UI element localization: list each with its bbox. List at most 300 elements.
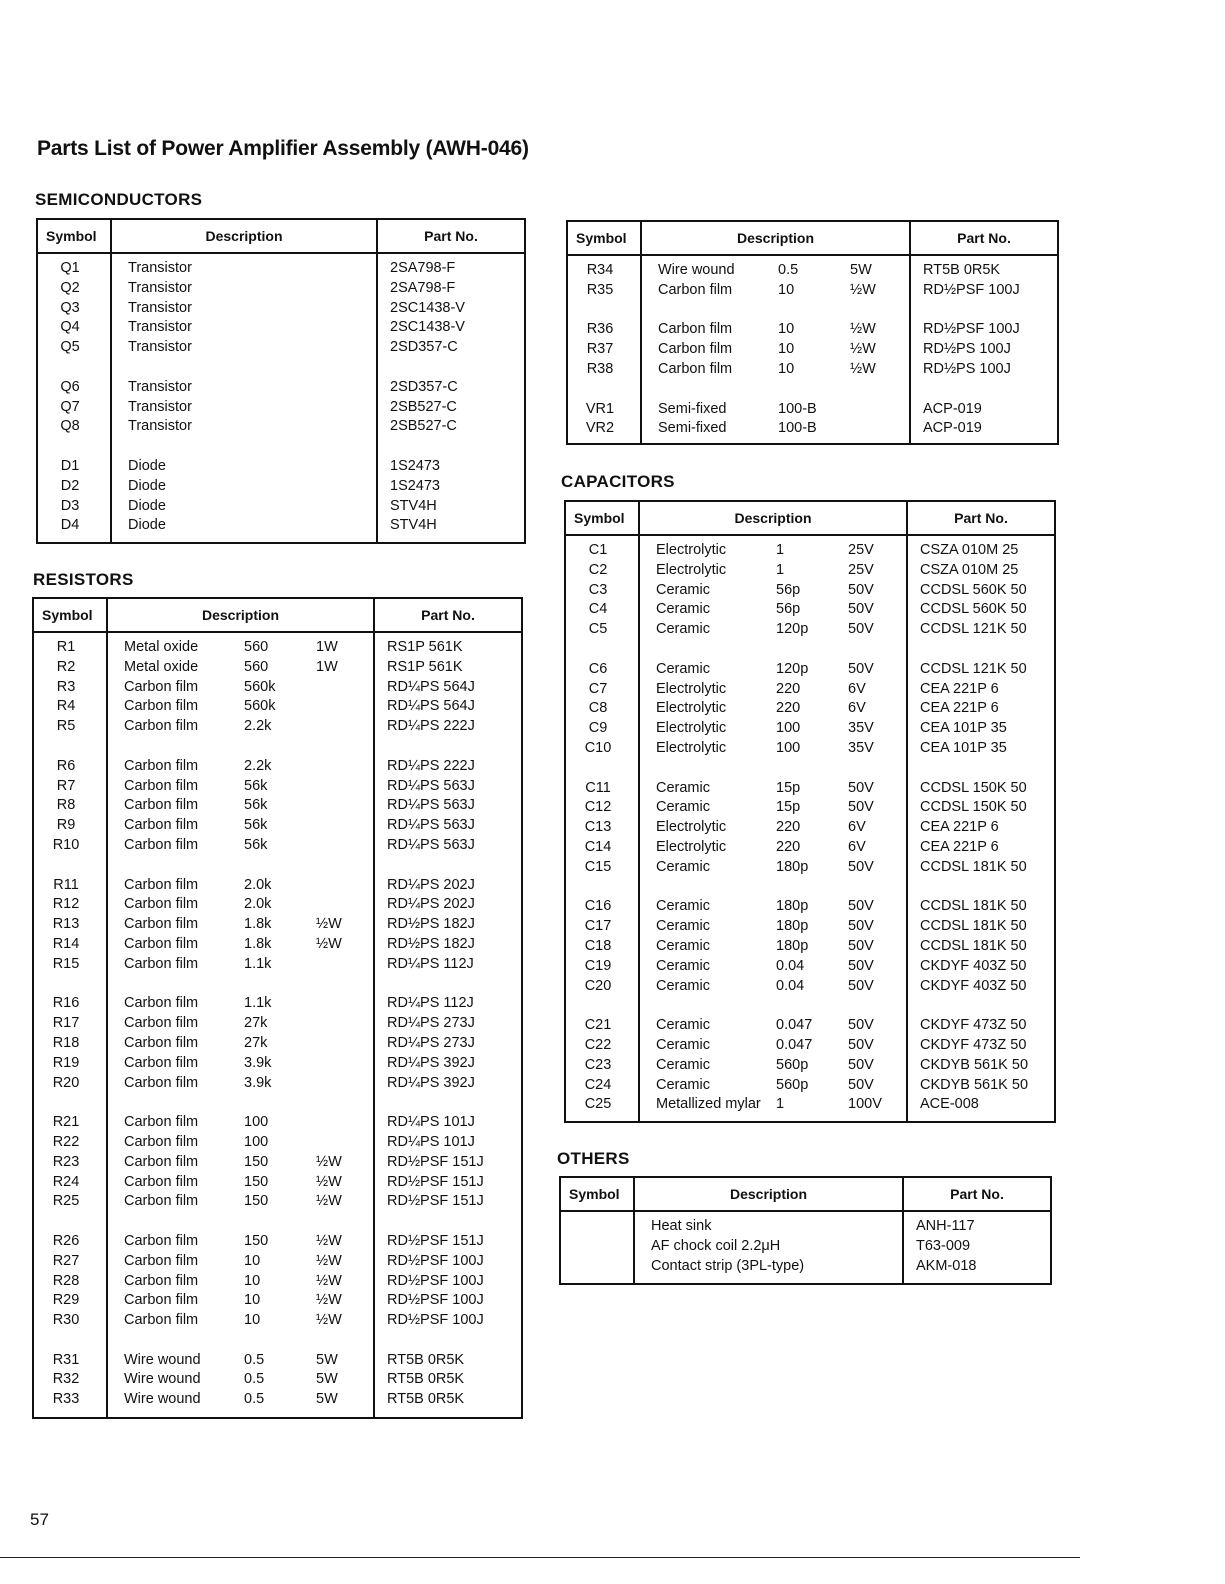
component-type: Carbon film bbox=[124, 797, 199, 814]
symbol-cell: R35 bbox=[586, 281, 614, 298]
description-cell bbox=[640, 858, 906, 878]
component-value: 1 bbox=[776, 561, 785, 578]
component-type: Metal oxide bbox=[124, 639, 199, 655]
component-value: 100 bbox=[776, 739, 801, 756]
component-value: 10 bbox=[778, 341, 795, 358]
symbol-cell: D3 bbox=[60, 497, 80, 514]
component-rating: 6V bbox=[848, 700, 866, 717]
component-rating: ½W bbox=[316, 1252, 342, 1269]
component-rating: ½W bbox=[850, 341, 876, 358]
description-cell bbox=[640, 1056, 906, 1076]
component-rating: 6V bbox=[848, 680, 866, 697]
component-rating: 50V bbox=[848, 1076, 874, 1093]
description-cell bbox=[108, 638, 373, 658]
component-value: 180p bbox=[776, 918, 809, 935]
component-type: Carbon film bbox=[124, 718, 199, 735]
part-number-cell: 2SB527-C bbox=[390, 418, 457, 435]
component-value: 10 bbox=[778, 360, 795, 377]
component-value: 100-B bbox=[778, 400, 817, 417]
component-value: 0.047 bbox=[776, 1017, 813, 1034]
description-cell bbox=[108, 796, 373, 816]
part-number-cell: 1S2473 bbox=[390, 457, 440, 474]
description-cell bbox=[108, 1074, 373, 1094]
component-type: Carbon film bbox=[658, 321, 733, 338]
page-title: Parts List of Power Amplifier Assembly (AWH-046) bbox=[37, 137, 529, 160]
part-number-cell: CKDYF 403Z 50 bbox=[920, 957, 1027, 974]
component-type: Carbon film bbox=[124, 817, 199, 834]
part-number-cell: RD¼PS 222J bbox=[387, 718, 475, 735]
part-number-cell: 2SD357-C bbox=[390, 339, 458, 356]
description-cell bbox=[108, 1370, 373, 1390]
page-number: 57 bbox=[30, 1510, 49, 1529]
symbol-cell: R25 bbox=[52, 1193, 80, 1210]
description-cell bbox=[640, 917, 906, 937]
symbol-cell: C17 bbox=[584, 918, 612, 935]
component-rating: ½W bbox=[316, 1292, 342, 1309]
symbol-cell: R38 bbox=[586, 360, 614, 377]
component-type: Semi-fixed bbox=[658, 420, 727, 437]
component-type: Wire wound bbox=[124, 1351, 201, 1368]
description-cell bbox=[642, 320, 909, 340]
symbol-cell: R1 bbox=[56, 639, 76, 655]
symbol-cell: Q5 bbox=[60, 339, 80, 356]
symbol-cell: C22 bbox=[584, 1036, 612, 1053]
description-cell bbox=[640, 600, 906, 620]
component-value: 150 bbox=[244, 1232, 269, 1249]
symbol-cell: C9 bbox=[588, 720, 608, 737]
component-value: 120p bbox=[776, 660, 809, 677]
component-rating: ½W bbox=[316, 1232, 342, 1249]
part-number-cell: 2SA798-F bbox=[390, 260, 456, 276]
component-value: 220 bbox=[776, 680, 801, 697]
component-value: 220 bbox=[776, 819, 801, 836]
component-rating: 35V bbox=[848, 739, 874, 756]
component-rating: ½W bbox=[316, 935, 342, 952]
part-no-header: Part No. bbox=[424, 228, 478, 244]
component-value: 10 bbox=[778, 281, 795, 298]
part-number-cell: RD¼PS 564J bbox=[387, 698, 475, 715]
symbol-cell: C4 bbox=[588, 601, 608, 618]
component-rating: ½W bbox=[850, 321, 876, 338]
description-cell bbox=[112, 497, 376, 517]
component-type: Ceramic bbox=[656, 799, 710, 816]
part-number-cell: CCDSL 181K 50 bbox=[920, 918, 1027, 935]
component-type: Carbon film bbox=[124, 1173, 199, 1190]
part-number-cell: RS1P 561K bbox=[387, 658, 463, 675]
description-cell bbox=[640, 838, 906, 858]
description-cell bbox=[108, 1311, 373, 1331]
symbol-cell: R29 bbox=[52, 1292, 80, 1309]
symbol-header: Symbol bbox=[38, 220, 112, 252]
component-type: Electrolytic bbox=[656, 561, 727, 578]
component-type: Transistor bbox=[128, 418, 192, 435]
symbol-cell: Q7 bbox=[60, 398, 80, 415]
symbol-cell: R20 bbox=[52, 1074, 80, 1091]
component-type: Electrolytic bbox=[656, 819, 727, 836]
description-cell bbox=[635, 1237, 902, 1257]
component-type: Ceramic bbox=[656, 779, 710, 796]
component-type: Transistor bbox=[128, 398, 192, 415]
table-header bbox=[561, 1178, 1050, 1212]
component-value: 1.1k bbox=[244, 995, 272, 1012]
symbol-cell: C8 bbox=[588, 700, 608, 717]
symbol-cell: R19 bbox=[52, 1054, 80, 1071]
description-cell bbox=[112, 398, 376, 418]
component-value: 560p bbox=[776, 1076, 809, 1093]
part-number-cell: RD¼PS 101J bbox=[387, 1133, 475, 1150]
component-rating: 50V bbox=[848, 1056, 874, 1073]
part-number-cell: 2SC1438-V bbox=[390, 319, 465, 336]
component-type: Carbon film bbox=[124, 1292, 199, 1309]
component-type: Ceramic bbox=[656, 918, 710, 935]
symbol-cell: D2 bbox=[60, 477, 80, 494]
description-cell bbox=[108, 1272, 373, 1292]
component-type: Carbon film bbox=[124, 1015, 199, 1032]
component-value: 150 bbox=[244, 1193, 269, 1210]
component-value bbox=[244, 318, 376, 338]
component-value: 15p bbox=[776, 779, 801, 796]
part-number-cell: RD¼PS 563J bbox=[387, 836, 475, 853]
description-cell bbox=[640, 1095, 906, 1115]
component-value bbox=[244, 378, 376, 398]
part-number-cell: CCDSL 560K 50 bbox=[920, 581, 1027, 598]
part-number-cell: 2SB527-C bbox=[390, 398, 457, 415]
component-value: 180p bbox=[776, 937, 809, 954]
part-number-cell: RD½PS 100J bbox=[923, 360, 1011, 377]
description-cell bbox=[640, 660, 906, 680]
component-rating: 5W bbox=[850, 262, 872, 278]
part-number-cell: RD½PSF 151J bbox=[387, 1173, 484, 1190]
symbol-cell: R27 bbox=[52, 1252, 80, 1269]
symbol-cell: C5 bbox=[588, 621, 608, 638]
component-value: 56k bbox=[244, 797, 268, 814]
symbol-cell: R11 bbox=[53, 876, 79, 893]
component-rating: 50V bbox=[848, 660, 874, 677]
component-type: Semi-fixed bbox=[658, 400, 727, 417]
component-type: Carbon film bbox=[124, 876, 199, 893]
symbol-cell: R15 bbox=[52, 955, 80, 972]
description-cell bbox=[112, 299, 376, 319]
symbol-cell: Q2 bbox=[60, 279, 80, 296]
symbol-cell: C10 bbox=[584, 739, 612, 756]
description-cell bbox=[108, 915, 373, 935]
component-type: Carbon film bbox=[124, 1312, 199, 1329]
component-value bbox=[244, 338, 376, 358]
component-value: 2.0k bbox=[244, 896, 272, 913]
description-cell bbox=[642, 419, 909, 439]
description-header: Description bbox=[108, 599, 375, 631]
part-number-cell: CEA 101P 35 bbox=[920, 720, 1007, 737]
component-value: 100 bbox=[244, 1133, 269, 1150]
others-table bbox=[559, 1176, 1052, 1285]
component-rating: ½W bbox=[316, 1272, 342, 1289]
part-number-cell: RD½PSF 151J bbox=[387, 1153, 484, 1170]
part-number-cell: RD¼PS 222J bbox=[387, 757, 475, 774]
part-number-cell: RD¼PS 392J bbox=[387, 1054, 475, 1071]
table-header bbox=[34, 599, 521, 633]
component-type: Transistor bbox=[128, 339, 192, 356]
description-cell bbox=[108, 1014, 373, 1034]
description-cell bbox=[640, 1076, 906, 1096]
symbol-cell: R21 bbox=[52, 1114, 80, 1131]
resistors-table bbox=[32, 597, 523, 1419]
description-header: Description bbox=[112, 220, 378, 252]
component-value: 100-B bbox=[778, 420, 817, 437]
part-number-cell: RD½PSF 100J bbox=[387, 1292, 484, 1309]
component-rating: ½W bbox=[316, 1312, 342, 1329]
component-value: 0.04 bbox=[776, 977, 805, 994]
description-cell bbox=[112, 457, 376, 477]
description-cell bbox=[108, 1390, 373, 1410]
component-value: 180p bbox=[776, 858, 809, 875]
component-value: 150 bbox=[244, 1153, 269, 1170]
bottom-rule bbox=[0, 1557, 1080, 1558]
part-number-cell: RD½PS 182J bbox=[387, 916, 475, 933]
component-type: Metal oxide bbox=[124, 658, 199, 675]
description-cell bbox=[642, 360, 909, 380]
component-value: 0.5 bbox=[244, 1351, 265, 1368]
component-rating: ½W bbox=[850, 360, 876, 377]
symbol-cell: R17 bbox=[52, 1015, 80, 1032]
part-no-header: Part No. bbox=[954, 510, 1008, 526]
symbol-cell: C19 bbox=[584, 957, 612, 974]
description-cell bbox=[108, 1133, 373, 1153]
component-type: Carbon film bbox=[124, 777, 199, 794]
symbol-cell: R4 bbox=[56, 698, 76, 715]
symbol-header: Symbol bbox=[34, 599, 108, 631]
component-type: Carbon film bbox=[124, 836, 199, 853]
description-cell bbox=[108, 836, 373, 856]
part-number-cell: RD¼PS 101J bbox=[387, 1114, 475, 1131]
symbol-cell: C24 bbox=[584, 1076, 612, 1093]
component-value bbox=[244, 279, 376, 299]
symbol-cell: R9 bbox=[56, 817, 76, 834]
component-rating: 50V bbox=[848, 858, 874, 875]
symbol-cell: R2 bbox=[56, 658, 76, 675]
component-type: Heat sink bbox=[651, 1218, 712, 1234]
symbol-cell: C20 bbox=[584, 977, 612, 994]
component-value: 0.5 bbox=[778, 262, 799, 278]
component-value bbox=[244, 299, 376, 319]
component-value: 220 bbox=[776, 838, 801, 855]
symbol-cell: R26 bbox=[52, 1232, 80, 1249]
description-cell bbox=[108, 994, 373, 1014]
part-number-cell: T63-009 bbox=[916, 1237, 971, 1254]
component-rating: 5W bbox=[316, 1351, 338, 1368]
part-number-cell: CKDYF 473Z 50 bbox=[920, 1017, 1027, 1034]
description-cell bbox=[112, 417, 376, 437]
symbol-cell bbox=[561, 1217, 633, 1237]
component-rating: 50V bbox=[848, 898, 874, 915]
component-rating: 5W bbox=[316, 1391, 338, 1408]
component-value: 2.0k bbox=[244, 876, 272, 893]
component-type: Carbon film bbox=[124, 935, 199, 952]
part-number-cell: RD¼PS 202J bbox=[387, 876, 475, 893]
component-rating: 50V bbox=[848, 1017, 874, 1034]
component-value: 0.5 bbox=[244, 1391, 265, 1408]
component-rating: 50V bbox=[848, 621, 874, 638]
part-number-cell: CKDYB 561K 50 bbox=[920, 1076, 1029, 1093]
component-value: 10 bbox=[244, 1252, 261, 1269]
description-cell bbox=[112, 477, 376, 497]
part-number-cell: STV4H bbox=[390, 517, 437, 534]
symbol-cell: R18 bbox=[52, 1034, 80, 1051]
symbol-cell: C16 bbox=[584, 898, 612, 915]
component-type: Carbon film bbox=[124, 1232, 199, 1249]
component-rating: ½W bbox=[316, 1193, 342, 1210]
component-rating: ½W bbox=[316, 1173, 342, 1190]
description-cell bbox=[108, 1113, 373, 1133]
component-value: 1.8k bbox=[244, 916, 272, 933]
component-type: Transistor bbox=[128, 279, 192, 296]
component-type: Carbon film bbox=[124, 1074, 199, 1091]
symbol-cell: C25 bbox=[584, 1096, 612, 1113]
component-type: Carbon film bbox=[658, 341, 733, 358]
component-value: 100 bbox=[776, 720, 801, 737]
part-number-cell: CCDSL 560K 50 bbox=[920, 601, 1027, 618]
component-rating: 100V bbox=[848, 1096, 882, 1113]
part-number-cell: RD¼PS 563J bbox=[387, 797, 475, 814]
component-value: 120p bbox=[776, 621, 809, 638]
component-type: Carbon film bbox=[658, 281, 733, 298]
description-cell bbox=[108, 697, 373, 717]
component-value: 56k bbox=[244, 777, 268, 794]
symbol-cell: R28 bbox=[52, 1272, 80, 1289]
component-type: Wire wound bbox=[124, 1391, 201, 1408]
description-cell bbox=[108, 757, 373, 777]
symbol-cell: R6 bbox=[56, 757, 76, 774]
component-type: Wire wound bbox=[124, 1371, 201, 1388]
component-type: Ceramic bbox=[656, 898, 710, 915]
component-rating: 6V bbox=[848, 819, 866, 836]
symbol-cell: R14 bbox=[52, 935, 80, 952]
description-cell bbox=[642, 261, 909, 281]
component-rating: 50V bbox=[848, 581, 874, 598]
symbol-cell bbox=[561, 1257, 633, 1277]
description-header: Description bbox=[635, 1178, 904, 1210]
component-type: Ceramic bbox=[656, 601, 710, 618]
component-type: Carbon film bbox=[124, 1153, 199, 1170]
part-number-cell: RD¼PS 273J bbox=[387, 1015, 475, 1032]
component-value: 56k bbox=[244, 817, 268, 834]
component-value: 56k bbox=[244, 836, 268, 853]
part-number-cell: ACE-008 bbox=[920, 1096, 979, 1113]
component-value: 560 bbox=[244, 658, 269, 675]
component-value: 560p bbox=[776, 1056, 809, 1073]
description-cell bbox=[108, 1192, 373, 1212]
component-type: Electrolytic bbox=[656, 720, 727, 737]
component-value: 560k bbox=[244, 678, 276, 695]
component-type: Ceramic bbox=[656, 957, 710, 974]
description-cell bbox=[112, 378, 376, 398]
description-cell bbox=[640, 541, 906, 561]
component-value: 3.9k bbox=[244, 1074, 272, 1091]
part-number-cell: RD¼PS 392J bbox=[387, 1074, 475, 1091]
capacitors-table bbox=[564, 500, 1056, 1123]
part-number-cell: 2SA798-F bbox=[390, 279, 456, 296]
component-type: Ceramic bbox=[656, 660, 710, 677]
component-value: 560k bbox=[244, 698, 276, 715]
description-cell bbox=[108, 816, 373, 836]
component-value bbox=[244, 398, 376, 418]
component-value bbox=[244, 497, 376, 517]
part-number-cell: RD¼PS 563J bbox=[387, 817, 475, 834]
part-number-cell: CCDSL 150K 50 bbox=[920, 779, 1027, 796]
part-number-cell: CSZA 010M 25 bbox=[920, 542, 1019, 558]
part-number-cell: CCDSL 181K 50 bbox=[920, 898, 1027, 915]
component-type: Contact strip (3PL-type) bbox=[651, 1257, 805, 1274]
part-number-cell: CKDYF 403Z 50 bbox=[920, 977, 1027, 994]
component-type: Carbon film bbox=[124, 698, 199, 715]
description-cell bbox=[108, 955, 373, 975]
component-value: 10 bbox=[244, 1272, 261, 1289]
part-number-cell: RD½PS 100J bbox=[923, 341, 1011, 358]
component-type: Ceramic bbox=[656, 937, 710, 954]
description-cell bbox=[108, 717, 373, 737]
component-value: 2.2k bbox=[244, 757, 272, 774]
others-heading: OTHERS bbox=[557, 1149, 630, 1168]
component-value: 180p bbox=[776, 898, 809, 915]
description-cell bbox=[640, 1036, 906, 1056]
symbol-cell: R24 bbox=[52, 1173, 80, 1190]
component-type: Ceramic bbox=[656, 1017, 710, 1034]
component-value: 56p bbox=[776, 581, 801, 598]
description-cell bbox=[640, 719, 906, 739]
symbol-cell: C7 bbox=[588, 680, 608, 697]
part-number-cell: RD½PSF 100J bbox=[387, 1312, 484, 1329]
component-type: Ceramic bbox=[656, 858, 710, 875]
symbol-cell: Q8 bbox=[60, 418, 80, 435]
component-value: 10 bbox=[244, 1312, 261, 1329]
component-type: Electrolytic bbox=[656, 542, 727, 558]
symbol-cell: R16 bbox=[52, 995, 80, 1012]
component-value bbox=[244, 417, 376, 437]
description-cell bbox=[640, 937, 906, 957]
description-cell bbox=[108, 1232, 373, 1252]
description-cell bbox=[640, 561, 906, 581]
component-rating: ½W bbox=[316, 916, 342, 933]
description-cell bbox=[108, 1252, 373, 1272]
symbol-cell: R12 bbox=[52, 896, 80, 913]
component-type: Carbon film bbox=[124, 757, 199, 774]
part-number-cell: CCDSL 121K 50 bbox=[920, 621, 1027, 638]
component-rating: 50V bbox=[848, 1036, 874, 1053]
description-cell bbox=[640, 739, 906, 759]
part-number-cell: RS1P 561K bbox=[387, 639, 463, 655]
part-number-cell: STV4H bbox=[390, 497, 437, 514]
part-number-cell: 1S2473 bbox=[390, 477, 440, 494]
component-type: Carbon film bbox=[124, 1034, 199, 1051]
component-type: Diode bbox=[128, 477, 166, 494]
symbol-cell: R23 bbox=[52, 1153, 80, 1170]
part-number-cell: CCDSL 181K 50 bbox=[920, 858, 1027, 875]
symbol-cell: C11 bbox=[585, 779, 611, 796]
symbol-cell: R33 bbox=[52, 1391, 80, 1408]
part-number-cell: CEA 221P 6 bbox=[920, 700, 999, 717]
component-type: Electrolytic bbox=[656, 680, 727, 697]
part-number-cell: RD¼PS 273J bbox=[387, 1034, 475, 1051]
description-cell bbox=[640, 620, 906, 640]
semiconductors-heading: SEMICONDUCTORS bbox=[35, 190, 203, 209]
component-type: Ceramic bbox=[656, 1056, 710, 1073]
part-number-cell: RD½PS 182J bbox=[387, 935, 475, 952]
description-cell bbox=[640, 1016, 906, 1036]
component-value: 10 bbox=[244, 1292, 261, 1309]
part-number-cell: RD½PSF 100J bbox=[387, 1252, 484, 1269]
symbol-cell: D1 bbox=[60, 457, 80, 474]
component-type: Carbon film bbox=[124, 995, 199, 1012]
symbol-cell: VR2 bbox=[585, 420, 615, 437]
